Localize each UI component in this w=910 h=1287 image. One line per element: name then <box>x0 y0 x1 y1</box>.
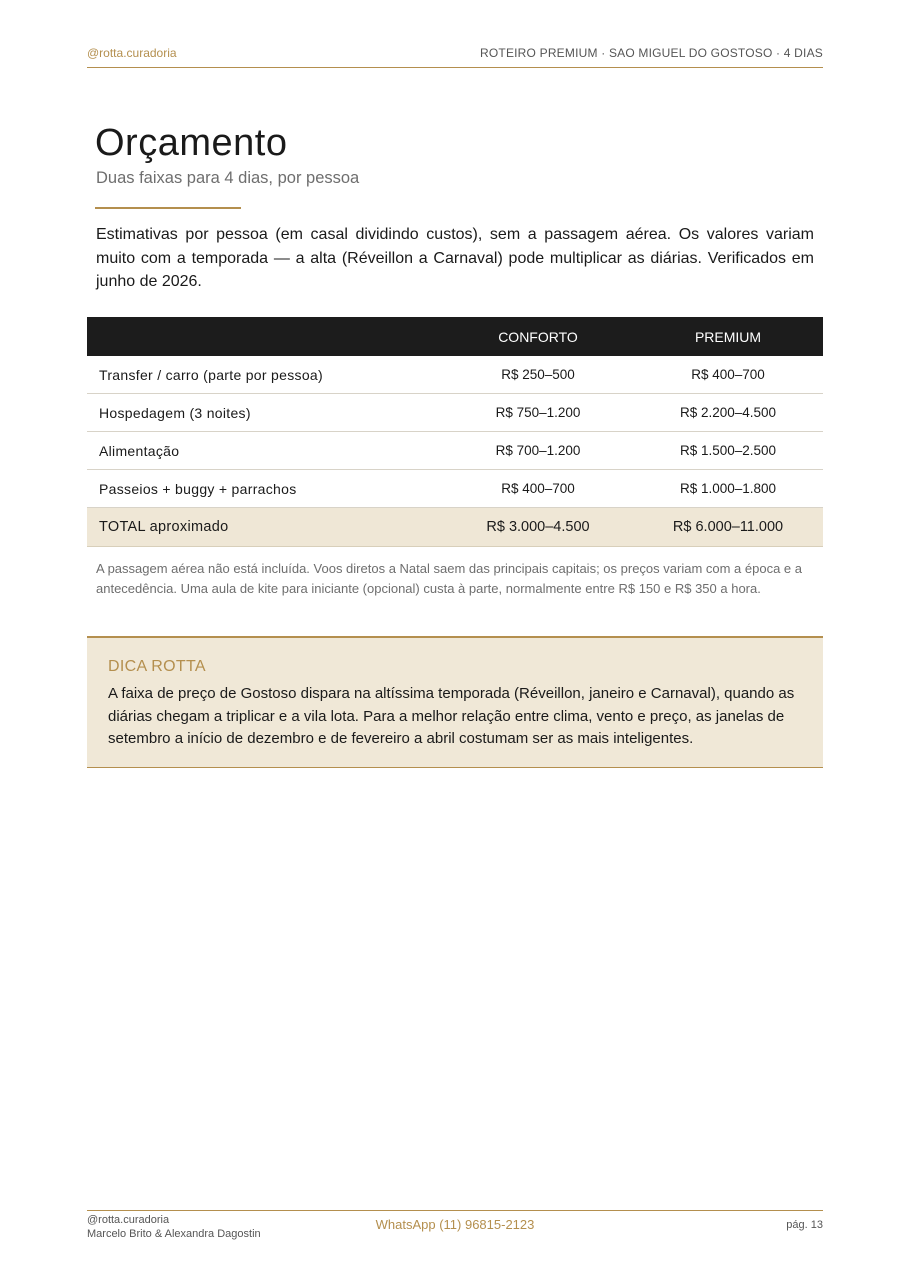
footer-whatsapp-link[interactable]: WhatsApp (11) 96815-2123 <box>375 1217 535 1232</box>
tip-title: DICA ROTTA <box>108 658 206 675</box>
total-premium-value: R$ 6.000–11.000 <box>633 508 823 547</box>
page-number: pág. 13 <box>786 1219 823 1231</box>
row-conforto-value: R$ 250–500 <box>443 356 633 394</box>
row-label: Hospedagem (3 noites) <box>87 394 443 432</box>
row-label: Alimentação <box>87 432 443 470</box>
row-premium-value: R$ 1.500–2.500 <box>633 432 823 470</box>
table-row <box>87 470 823 508</box>
total-conforto-value: R$ 3.000–4.500 <box>443 508 633 547</box>
title-divider <box>95 207 241 209</box>
row-premium-value: R$ 1.000–1.800 <box>633 470 823 508</box>
table-total-row <box>87 508 823 547</box>
page-header <box>87 46 823 68</box>
page-title: Orçamento <box>95 122 288 164</box>
row-conforto-value: R$ 400–700 <box>443 470 633 508</box>
row-premium-value: R$ 400–700 <box>633 356 823 394</box>
header-brand: @rotta.curadoria <box>87 46 177 60</box>
table-header-empty <box>87 317 443 356</box>
table-row <box>87 394 823 432</box>
table-row <box>87 432 823 470</box>
row-label: Passeios + buggy + parrachos <box>87 470 443 508</box>
row-premium-value: R$ 2.200–4.500 <box>633 394 823 432</box>
tip-callout <box>87 636 823 768</box>
footer-authors: Marcelo Brito & Alexandra Dagostin <box>87 1228 261 1240</box>
table-header-premium: PREMIUM <box>633 317 823 356</box>
tip-text: A faixa de preço de Gostoso dispara na altíssima temporada (Réveillon, janeiro e Carnaval), quando as diárias chegam a triplicar e a vila lota. Para a melhor relação entre clima, vento e preço, as janelas de setembro a início de dezembro e de fevereiro a abril costumam ser as mais inteligentes. <box>108 685 795 747</box>
total-label: TOTAL aproximado <box>87 508 443 547</box>
row-conforto-value: R$ 750–1.200 <box>443 394 633 432</box>
table-note: A passagem aérea não está incluída. Voos diretos a Natal saem das principais capitais; os preços variam com a época e a antecedência. Uma aula de kite para iniciante (opcional) custa à parte, normalmente entre R$ 150 e R$ 350 a hora. <box>96 561 802 596</box>
page-subtitle: Duas faixas para 4 dias, por pessoa <box>96 169 360 187</box>
table-header-row <box>87 317 823 356</box>
page-footer <box>87 1210 823 1251</box>
row-label: Transfer / carro (parte por pessoa) <box>87 356 443 394</box>
row-conforto-value: R$ 700–1.200 <box>443 432 633 470</box>
table-header-conforto: CONFORTO <box>443 317 633 356</box>
table-row <box>87 356 823 394</box>
intro-paragraph: Estimativas por pessoa (em casal dividindo custos), sem a passagem aérea. Os valores variam muito com a temporada — a alta (Réveillon a Carnaval) pode multiplicar as diárias. Verificados em junho de 2026. <box>96 226 814 290</box>
budget-table <box>87 317 823 547</box>
footer-brand: @rotta.curadoria <box>87 1214 170 1226</box>
header-doc-title: ROTEIRO PREMIUM · SAO MIGUEL DO GOSTOSO · 4 DIAS <box>480 46 823 60</box>
